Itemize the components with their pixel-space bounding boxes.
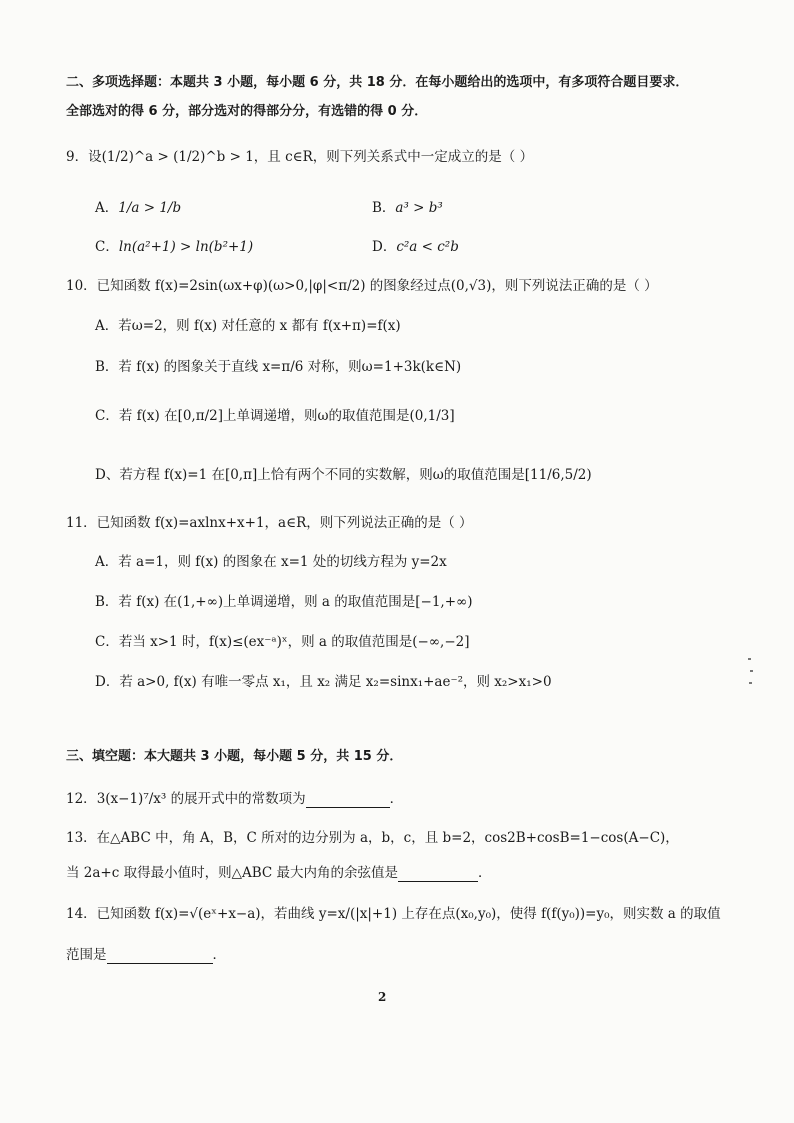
q13-line2 <box>66 864 492 882</box>
q13-line2-text: 当 2a+c 取得最小值时，则△ABC 最大内角的余弦值是 <box>66 865 399 881</box>
q10-option-b <box>95 358 461 376</box>
q13-end: ． <box>478 865 492 881</box>
page-number: 2 <box>378 990 387 1004</box>
q10-option-c-label: C． <box>95 408 119 424</box>
q11-option-c-label: C． <box>95 634 119 650</box>
q9-option-a-label: A． <box>95 200 119 216</box>
q10-option-a <box>95 317 401 335</box>
q9-option-d <box>372 238 459 256</box>
q11-option-d-text: 若 a>0, f(x) 有唯一零点 x₁，且 x₂ 满足 x₂=sinx₁+ae⁻²，则 x₂>x₁>0 <box>119 674 552 690</box>
q10-stem: 10．已知函数 f(x)=2sin(ωx+φ)(ω>0,|φ|<π/2) 的图象经过点(0,√3)，则下列说法正确的是（ ） <box>66 278 658 294</box>
section2-title-line2: 全部选对的得 6 分，部分选对的得部分分，有选错的得 0 分． <box>66 104 428 119</box>
q11-option-d <box>95 673 552 691</box>
q9-option-a <box>95 199 181 217</box>
section2-title-line1: 二、多项选择题：本题共 3 小题，每小题 6 分，共 18 分．在每小题给出的选项中，有多项符合题目要求． <box>66 75 689 90</box>
q11-option-b <box>95 593 473 611</box>
scan-speck <box>749 682 752 684</box>
q12-text: 3(x−1)⁷/x³ 的展开式中的常数项为 <box>96 791 306 807</box>
q9-option-d-text: c²a < c²b <box>396 239 459 255</box>
q9-option-c <box>95 238 253 256</box>
q10-option-c-text: 若 f(x) 在[0,π/2]上单调递增，则ω的取值范围是(0,1/3] <box>118 408 455 424</box>
q10-option-d-label: D、 <box>95 467 120 483</box>
q10-option-a-label: A． <box>95 318 119 334</box>
q14-answer-blank[interactable] <box>107 951 213 964</box>
q9-option-b <box>372 199 443 217</box>
q10-option-b-text: 若 f(x) 的图象关于直线 x=π/6 对称，则ω=1+3k(k∈N) <box>118 359 462 375</box>
q13-answer-blank[interactable] <box>398 869 478 882</box>
q11-stem: 11．已知函数 f(x)=axlnx+x+1，a∈R，则下列说法正确的是（ ） <box>66 515 473 531</box>
q14-line2 <box>66 946 226 964</box>
q11-option-a-text: 若 a=1，则 f(x) 的图象在 x=1 处的切线方程为 y=2x <box>118 554 447 570</box>
q10-option-d <box>95 466 592 484</box>
q9-stem: 9．设(1/2)^a > (1/2)^b > 1，且 c∈R，则下列关系式中一定成立的是（ ） <box>66 149 534 165</box>
q11-option-c <box>95 633 470 651</box>
q9-option-a-text: 1/a > 1/b <box>118 200 182 216</box>
q11-option-c-text: 若当 x>1 时，f(x)≤(ex⁻ᵃ)ˣ，则 a 的取值范围是(−∞,−2] <box>118 634 470 650</box>
q12 <box>66 790 403 808</box>
q10-option-d-text: 若方程 f(x)=1 在[0,π]上恰有两个不同的实数解，则ω的取值范围是[11/6,5/2) <box>119 467 592 483</box>
q12-answer-blank[interactable] <box>306 795 390 808</box>
q10-option-a-text: 若ω=2，则 f(x) 对任意的 x 都有 f(x+π)=f(x) <box>118 318 401 334</box>
scan-speck <box>748 658 751 660</box>
q9-option-d-label: D． <box>372 239 397 255</box>
q14-end: ． <box>212 947 226 963</box>
q14-line2-text: 范围是 <box>66 947 107 963</box>
q9-option-c-label: C． <box>95 239 119 255</box>
q9-option-b-label: B． <box>372 200 396 216</box>
q13-line1: 13．在△ABC 中，角 A，B，C 所对的边分别为 a，b，c，且 b=2，cos2B+cosB=1−cos(A−C)， <box>66 830 679 846</box>
q12-number: 12． <box>66 791 97 807</box>
section3-title: 三、填空题：本大题共 3 小题，每小题 5 分，共 15 分． <box>66 749 403 764</box>
q11-option-b-text: 若 f(x) 在(1,+∞)上单调递增，则 a 的取值范围是[−1,+∞) <box>118 594 473 610</box>
q11-option-d-label: D． <box>95 674 120 690</box>
q11-option-b-label: B． <box>95 594 119 610</box>
q11-option-a-label: A． <box>95 554 119 570</box>
q9-option-c-text: ln(a²+1) > ln(b²+1) <box>118 239 254 255</box>
q9-option-b-text: a³ > b³ <box>395 200 443 216</box>
q11-option-a <box>95 553 447 571</box>
q12-end: ． <box>389 791 404 807</box>
q10-option-c <box>95 407 455 425</box>
scan-speck <box>750 670 753 672</box>
q14-line1: 14．已知函数 f(x)=√(eˣ+x−a)，若曲线 y=x/(|x|+1) 上存在点(x₀,y₀)，使得 f(f(y₀))=y₀，则实数 a 的取值 <box>66 906 721 922</box>
q10-option-b-label: B． <box>95 359 119 375</box>
